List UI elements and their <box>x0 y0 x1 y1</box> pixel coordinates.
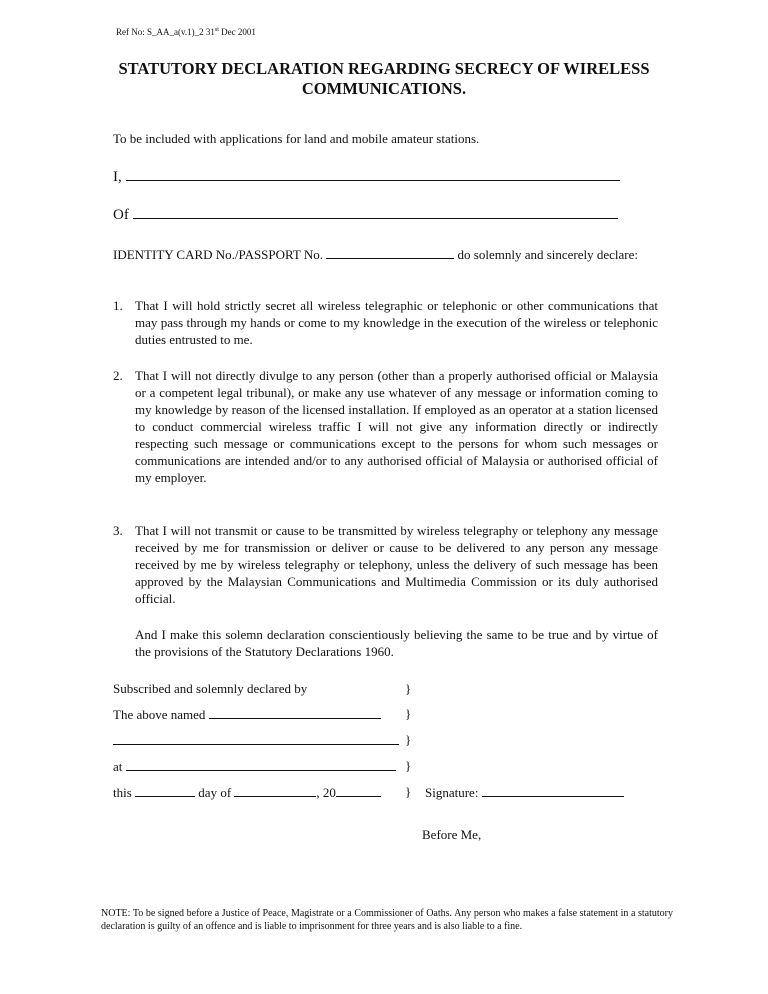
signature-row <box>425 783 624 801</box>
year-field[interactable] <box>336 783 381 797</box>
subscribed-row <box>113 680 307 697</box>
clause-3 <box>113 522 658 607</box>
day-field[interactable] <box>135 783 195 797</box>
id-prefix: IDENTITY CARD No./PASSPORT No. <box>113 247 324 262</box>
month-field[interactable] <box>234 783 316 797</box>
brace: } <box>405 784 412 799</box>
clause-number: 2. <box>113 368 123 383</box>
clause-number: 1. <box>113 298 123 313</box>
intro-text: To be included with applications for land and mobile amateur stations. <box>113 131 480 146</box>
clause-1 <box>113 297 658 348</box>
ref-date: Dec 2001 <box>218 27 256 37</box>
declarant-name-field[interactable] <box>126 167 620 181</box>
declarant-address-field[interactable] <box>133 205 618 219</box>
day-of-label: day of <box>198 785 232 800</box>
reference-number <box>116 27 256 37</box>
subscribed-label: Subscribed and solemnly declared by <box>113 681 308 696</box>
above-named-row <box>113 705 381 723</box>
declarant-name-row <box>113 167 620 186</box>
ref-text: Ref No: S_AA_a(v.1)_2 31 <box>116 27 215 37</box>
clause-text: That I will not directly divulge to any person (other than a properly authorised official or Malaysia or a competent legal tribunal), or make any use whatever of any message or information coming to my knowledge by reason of the licensed installation. If employed as an operator at a station licensed to conduct commercial wireless traffic I will not give any information directly or indirectly respecting such message or communications except to the persons for whom such messages or communications are intended and/or to any authorised official of Malaysia or authorised official of my employer. <box>135 368 658 485</box>
brace: } <box>405 681 412 696</box>
clause-text: That I will hold strictly secret all wireless telegraphic or telephonic or other communications that may pass through my hands or come to my knowledge in the execution of the wireless or telephonic duties entrusted to me. <box>135 298 658 347</box>
above-named-field[interactable] <box>209 705 381 719</box>
clause-number: 3. <box>113 523 123 538</box>
clause-2 <box>113 367 658 486</box>
identity-row <box>113 245 658 263</box>
of-label: Of <box>113 207 129 223</box>
ref-date-suffix: st <box>214 27 219 33</box>
identity-number-field[interactable] <box>326 245 454 259</box>
blank-line-field[interactable] <box>113 731 399 745</box>
closing-statement: And I make this solemn declaration conscientiously believing the same to be true and by virtue of the provisions of the Statutory Declarations 1960. <box>135 627 658 659</box>
this-label: this <box>113 785 132 800</box>
clause-text: That I will not transmit or cause to be transmitted by wireless telegraphy or telephony any message received by me for transmission or deliver or cause to be delivered to any person any message received by me by wireless telegraphy or telephony, unless the delivery of such message has been approved by the Malaysian Communications and Multimedia Commission or its duly authorised official. <box>135 523 658 606</box>
brace: } <box>405 758 412 773</box>
footer-note: NOTE: To be signed before a Justice of Peace, Magistrate or a Commissioner of Oaths. Any person who makes a false statement in a statutory declaration is guilty of an offence and is liable to imprisonment for three years and is also liable to a fine. <box>101 908 673 932</box>
date-row <box>113 783 381 801</box>
declarant-address-row <box>113 205 618 224</box>
document-title: STATUTORY DECLARATION REGARDING SECRECY OF WIRELESS COMMUNICATIONS. <box>118 59 650 98</box>
year-prefix: , 20 <box>316 785 336 800</box>
at-label: at <box>113 759 123 774</box>
blank-row <box>113 731 399 749</box>
id-suffix: do solemnly and sincerely declare: <box>457 247 639 262</box>
brace: } <box>405 732 412 747</box>
brace: } <box>405 706 412 721</box>
signature-label: Signature: <box>425 785 479 800</box>
before-me: Before Me, <box>422 827 482 842</box>
above-named-label: The above named <box>113 707 206 722</box>
signature-field[interactable] <box>482 783 624 797</box>
place-field[interactable] <box>126 757 396 771</box>
at-row <box>113 757 396 775</box>
i-label: I, <box>113 169 122 185</box>
